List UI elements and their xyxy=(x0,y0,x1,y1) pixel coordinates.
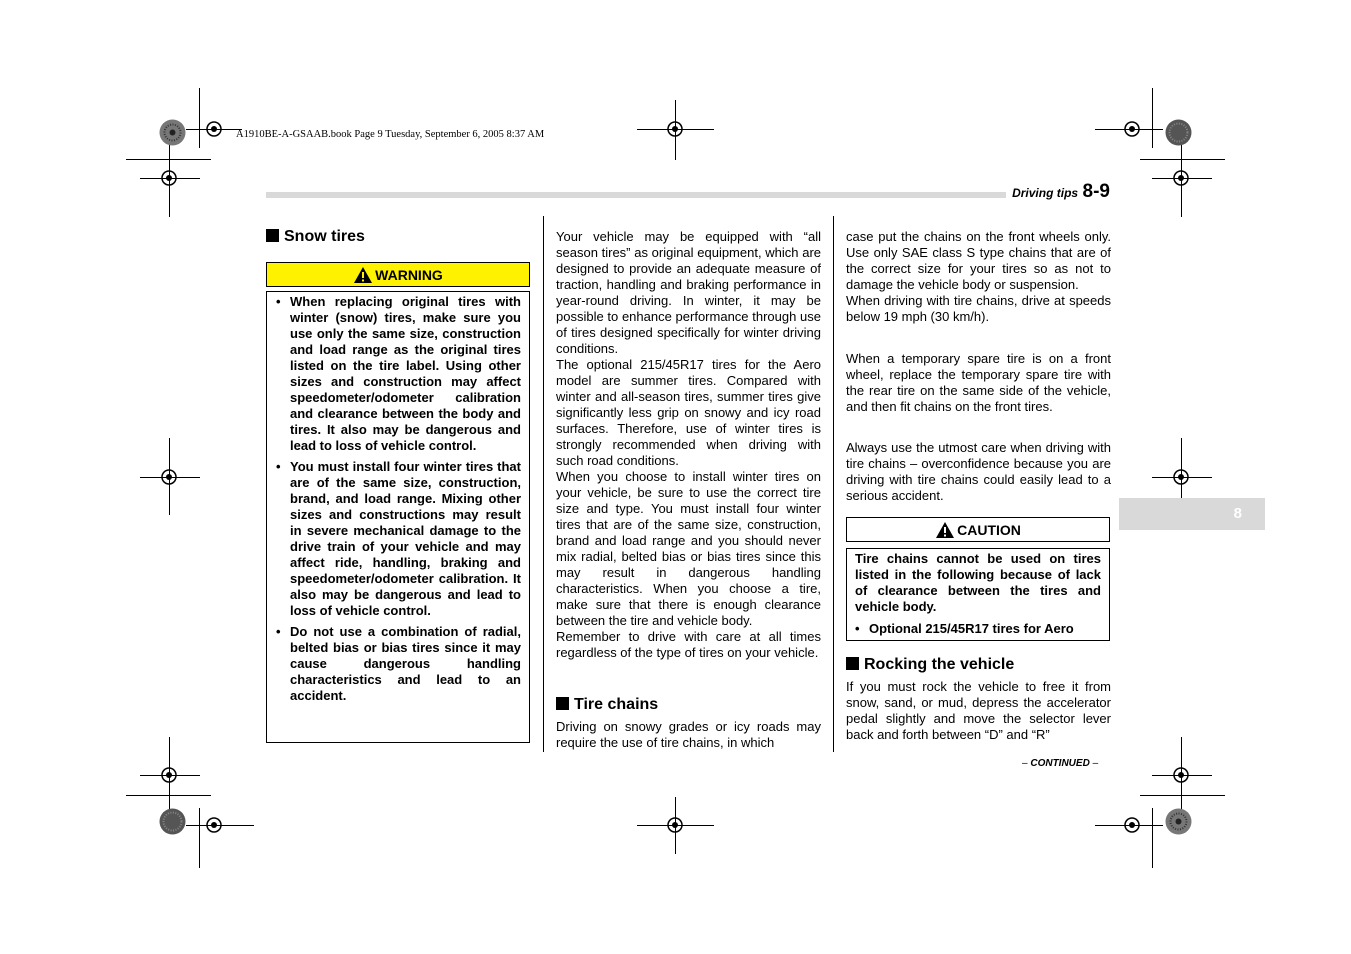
heading-tire-chains: Tire chains xyxy=(556,696,658,714)
caution-banner xyxy=(846,517,1110,542)
calibration-disc-icon xyxy=(1165,808,1192,835)
heading-rocking-the-vehicle: Rocking the vehicle xyxy=(846,656,1014,674)
header-bar xyxy=(266,192,1006,198)
warning-triangle-icon xyxy=(353,266,373,284)
registration-mark-icon xyxy=(1171,765,1191,785)
warning-label: WARNING xyxy=(375,266,443,283)
tire-chains-body: Driving on snowy grades or icy roads may require the use of tire chains, in which xyxy=(556,719,821,750)
registration-mark-icon xyxy=(1122,815,1142,835)
registration-mark-icon xyxy=(665,119,685,139)
utmost-care-paragraph: Always use the utmost care when driving with tire chains – overconfidence because you are driving with tire chains could easily lead to a serious accident. xyxy=(846,440,1111,503)
column-divider xyxy=(833,216,834,752)
registration-mark-icon xyxy=(159,467,179,487)
registration-mark-icon xyxy=(159,765,179,785)
caution-text: Tire chains cannot be used on tires listed in the following because of lack of clearance between the tires and vehicle body. xyxy=(855,551,1101,614)
warning-box xyxy=(266,291,530,743)
spare-tire-paragraph: When a temporary spare tire is on a front wheel, replace the temporary spare tire with the rear tire on the same side of the vehicle, and then fit chains on the front tires. xyxy=(846,351,1111,414)
registration-mark-icon xyxy=(1171,467,1191,487)
running-header xyxy=(1012,181,1110,203)
list-item: • Optional 215/45R17 tires for Aero xyxy=(855,621,1074,636)
print-info-line: A1910BE-A-GSAAB.book Page 9 Tuesday, September 6, 2005 8:37 AM xyxy=(236,129,545,140)
caution-label: CAUTION xyxy=(957,521,1021,538)
section-title: Driving tips xyxy=(1012,186,1079,200)
warning-banner xyxy=(266,262,530,287)
page-number: 8-9 xyxy=(1082,181,1110,202)
registration-mark-icon xyxy=(1122,119,1142,139)
rocking-body: If you must rock the vehicle to free it from snow, sand, or mud, depress the accelerator pedal slightly and move the selector lever back and forth between “D” and “R” xyxy=(846,679,1111,742)
calibration-disc-icon xyxy=(159,808,186,835)
registration-mark-icon xyxy=(204,119,224,139)
list-item: • Do not use a combination of radial, belted bias or bias tires since it may cause dangerous handling characteristics and lead to an accident. xyxy=(276,624,521,703)
registration-mark-icon xyxy=(159,168,179,188)
column-divider xyxy=(543,216,544,752)
list-item: • You must install four winter tires that are of the same size, construction, brand, and load range. Mixing other sizes and constructions may result in severe mechanical damage to the drive train of your vehicle and may affect ride, handling, braking and speedometer/odometer calibration. It also may be dangerous and lead to loss of vehicle control. xyxy=(276,459,521,618)
caution-box xyxy=(846,548,1110,641)
tire-chains-continued: case put the chains on the front wheels only. Use only SAE class S type chains that are of the correct size for your tires so as not to damage the vehicle body or suspension. When driving with tire chains, drive at speeds below 19 mph (30 km/h). xyxy=(846,229,1111,324)
continued-marker: – CONTINUED – xyxy=(1022,758,1099,769)
calibration-disc-icon xyxy=(1165,119,1192,146)
heading-snow-tires: Snow tires xyxy=(266,228,365,246)
snow-tires-body: Your vehicle may be equipped with “all season tires” as original equipment, which are designed to provide an adequate measure of traction, handling and braking performance in year-round driving. In winter, it may be possible to enhance performance through use of tires designed specifically for winter driving conditions. The optional 215/45R17 tires for the Aero model are summer tires. Compared with winter and all-season tires, summer tires give significantly less grip on snowy and icy road surfaces. Therefore, use of winter tires is strongly recommended when driving with such road conditions. When you choose to install winter tires on your vehicle, be sure to use the correct tire size and type. You must install four winter tires that are of the same size, construction, brand and load range and you should never mix radial, belted bias or bias tires since this may result in dangerous handling characteristics. When you choose a tire, make sure that there is enough clearance between the tire and vehicle body. Remember to drive with care at all times regardless of the type of tires on your vehicle. xyxy=(556,229,821,660)
calibration-disc-icon xyxy=(159,119,186,146)
registration-mark-icon xyxy=(204,815,224,835)
registration-mark-icon xyxy=(1171,168,1191,188)
chapter-tab: 8 xyxy=(1119,498,1265,530)
list-item: • When replacing original tires with winter (snow) tires, make sure you use only the same size, construction and load range as the original tires listed on the tire label. Using other sizes and construction may affect speedometer/odometer calibration and clearance between the body and tires. It also may be dangerous and lead to loss of vehicle control. xyxy=(276,294,521,453)
warning-triangle-icon xyxy=(935,521,955,539)
registration-mark-icon xyxy=(665,815,685,835)
